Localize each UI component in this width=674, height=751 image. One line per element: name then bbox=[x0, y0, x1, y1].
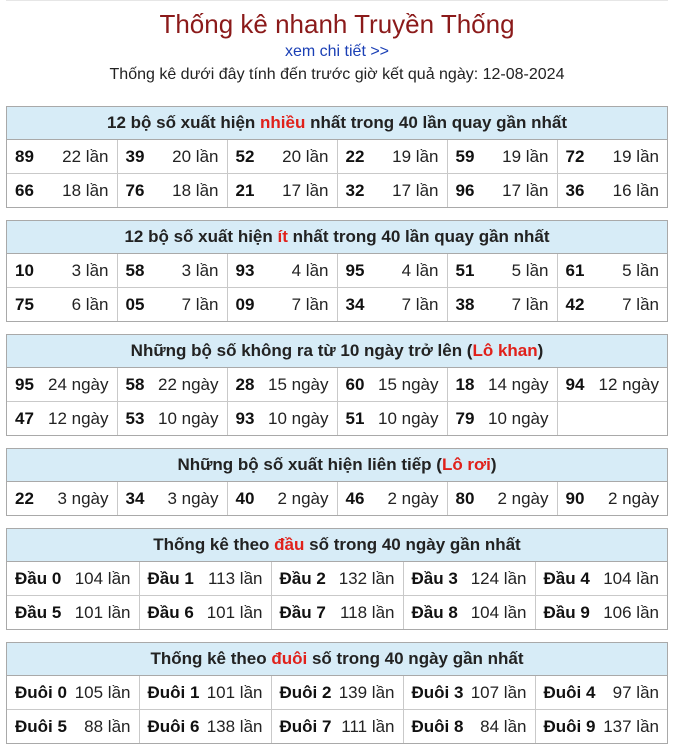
section-title-pre: Những bộ số không ra từ 10 ngày trở lên ( bbox=[130, 341, 473, 360]
stat-number: 60 bbox=[345, 374, 365, 394]
stat-number: 52 bbox=[235, 146, 255, 166]
stat-count: 15 ngày bbox=[268, 374, 329, 394]
stat-number: 40 bbox=[235, 488, 255, 508]
stat-count: 12 ngày bbox=[598, 374, 659, 394]
table-row bbox=[7, 174, 667, 208]
section-title-post: ) bbox=[537, 341, 544, 360]
stat-count: 88 lần bbox=[84, 716, 131, 736]
stat-number: 95 bbox=[345, 260, 365, 280]
stat-number: Đầu 9 bbox=[543, 602, 590, 622]
stat-number: Đầu 4 bbox=[543, 568, 590, 588]
stat-cell bbox=[7, 254, 117, 288]
section-title-post: số trong 40 ngày gần nhất bbox=[304, 535, 521, 554]
stat-count: 101 lần bbox=[206, 602, 263, 622]
stat-number: 42 bbox=[565, 294, 585, 314]
stat-count: 3 lần bbox=[181, 260, 219, 280]
stat-count: 113 lần bbox=[207, 568, 263, 588]
stat-number: Đầu 7 bbox=[279, 602, 326, 622]
stat-cell bbox=[227, 254, 337, 288]
stat-cell bbox=[7, 676, 139, 710]
stat-number: 53 bbox=[125, 408, 145, 428]
stat-number: Đầu 2 bbox=[279, 568, 326, 588]
stat-number: 38 bbox=[455, 294, 475, 314]
stat-number: Đầu 1 bbox=[147, 568, 194, 588]
stat-cell bbox=[557, 402, 667, 436]
stat-count: 20 lần bbox=[282, 146, 329, 166]
stat-cell bbox=[337, 288, 447, 322]
stat-count: 104 lần bbox=[603, 568, 659, 588]
section-title-post: nhất trong 40 lần quay gần nhất bbox=[305, 113, 568, 132]
stat-number: Đuôi 8 bbox=[411, 716, 464, 736]
stat-number: 76 bbox=[125, 180, 145, 200]
stats-table bbox=[7, 368, 667, 435]
stat-cell bbox=[557, 174, 667, 208]
stat-number: Đuôi 3 bbox=[411, 682, 464, 702]
stat-cell bbox=[337, 402, 447, 436]
stat-number: 79 bbox=[455, 408, 475, 428]
stat-count: 104 lần bbox=[74, 568, 131, 588]
stat-cell bbox=[227, 288, 337, 322]
stat-cell bbox=[337, 368, 447, 402]
stat-number: 36 bbox=[565, 180, 585, 200]
stat-count: 3 ngày bbox=[57, 488, 109, 508]
stat-cell bbox=[7, 288, 117, 322]
stat-cell bbox=[447, 174, 557, 208]
section-lo-khan bbox=[6, 334, 668, 436]
stat-number: 59 bbox=[455, 146, 475, 166]
stat-cell bbox=[557, 288, 667, 322]
stat-number: 95 bbox=[15, 374, 34, 394]
stat-count: 124 lần bbox=[470, 568, 527, 588]
section-header bbox=[7, 643, 667, 676]
stat-count: 3 ngày bbox=[167, 488, 219, 508]
stat-count: 17 lần bbox=[392, 180, 439, 200]
section-title-pre: Những bộ số xuất hiện liên tiếp ( bbox=[177, 455, 442, 474]
stat-cell bbox=[403, 562, 535, 596]
stat-count: 2 ngày bbox=[497, 488, 549, 508]
page-subtitle: Thống kê dưới đây tính đến trước giờ kết quả ngày: 12-08-2024 bbox=[109, 66, 565, 83]
stat-number: 93 bbox=[235, 408, 255, 428]
section-title-pre: Thống kê theo bbox=[150, 649, 272, 668]
stat-count: 7 lần bbox=[291, 294, 329, 314]
stat-number: Đuôi 6 bbox=[147, 716, 200, 736]
section-title-red: đầu bbox=[274, 535, 305, 554]
stat-cell bbox=[117, 368, 227, 402]
stat-count: 22 ngày bbox=[158, 374, 219, 394]
stat-cell bbox=[7, 710, 139, 744]
stat-number: 93 bbox=[235, 260, 255, 280]
section-title-red: Lô khan bbox=[472, 341, 538, 360]
stat-cell bbox=[403, 596, 535, 630]
stats-table bbox=[7, 140, 667, 207]
stat-cell bbox=[117, 254, 227, 288]
stat-count: 10 ngày bbox=[158, 408, 219, 428]
stat-count: 101 lần bbox=[74, 602, 131, 622]
stat-cell bbox=[7, 140, 117, 174]
stat-number: 94 bbox=[565, 374, 585, 394]
section-header bbox=[7, 529, 667, 562]
stat-cell bbox=[403, 710, 535, 744]
stat-count: 19 lần bbox=[502, 146, 549, 166]
stat-number: 47 bbox=[15, 408, 34, 428]
stat-number: 96 bbox=[455, 180, 475, 200]
stat-cell bbox=[7, 402, 117, 436]
stat-cell bbox=[271, 596, 403, 630]
stat-cell bbox=[403, 676, 535, 710]
stat-cell bbox=[535, 596, 667, 630]
stat-number: Đuôi 2 bbox=[279, 682, 332, 702]
stat-count: 3 lần bbox=[71, 260, 109, 280]
stat-count: 24 ngày bbox=[48, 374, 109, 394]
stat-count: 10 ngày bbox=[488, 408, 549, 428]
stat-cell bbox=[447, 482, 557, 515]
stat-cell bbox=[337, 482, 447, 515]
stat-number: 39 bbox=[125, 146, 145, 166]
stat-count: 7 lần bbox=[511, 294, 549, 314]
table-row bbox=[7, 562, 667, 596]
stats-table bbox=[7, 254, 667, 321]
stat-cell bbox=[557, 140, 667, 174]
section-title-red: ít bbox=[277, 227, 288, 246]
section-least bbox=[6, 220, 668, 322]
stat-number: 61 bbox=[565, 260, 585, 280]
stat-cell bbox=[337, 174, 447, 208]
stat-count: 17 lần bbox=[282, 180, 329, 200]
stat-cell bbox=[227, 174, 337, 208]
table-row bbox=[7, 402, 667, 436]
stat-count: 5 lần bbox=[511, 260, 549, 280]
stat-number: Đầu 8 bbox=[411, 602, 458, 622]
stat-number: 10 bbox=[15, 260, 34, 280]
section-dau bbox=[6, 528, 668, 630]
stat-number: Đuôi 9 bbox=[543, 716, 596, 736]
stat-count: 19 lần bbox=[392, 146, 439, 166]
stat-count: 137 lần bbox=[603, 716, 659, 736]
stat-cell bbox=[117, 402, 227, 436]
stats-table bbox=[7, 676, 667, 743]
stat-number: 80 bbox=[455, 488, 475, 508]
stat-cell bbox=[227, 368, 337, 402]
section-lo-roi bbox=[6, 448, 668, 516]
stat-cell bbox=[139, 676, 271, 710]
stat-number: 32 bbox=[345, 180, 365, 200]
stat-number: 46 bbox=[345, 488, 365, 508]
stat-number: Đầu 6 bbox=[147, 602, 194, 622]
stat-count: 84 lần bbox=[480, 716, 527, 736]
stat-cell bbox=[117, 174, 227, 208]
stat-cell bbox=[227, 402, 337, 436]
stat-count: 19 lần bbox=[612, 146, 659, 166]
stat-number: 22 bbox=[345, 146, 365, 166]
section-header bbox=[7, 107, 667, 140]
stat-count: 15 ngày bbox=[378, 374, 439, 394]
section-header bbox=[7, 335, 667, 368]
stat-count: 7 lần bbox=[401, 294, 439, 314]
stat-cell bbox=[271, 562, 403, 596]
table-row bbox=[7, 368, 667, 402]
table-row bbox=[7, 596, 667, 630]
stat-number: 90 bbox=[565, 488, 585, 508]
stat-count: 101 lần bbox=[206, 682, 263, 702]
stat-count: 118 lần bbox=[339, 602, 395, 622]
stat-number: 05 bbox=[125, 294, 145, 314]
stat-count: 97 lần bbox=[612, 682, 659, 702]
stat-cell bbox=[117, 288, 227, 322]
stat-count: 138 lần bbox=[206, 716, 263, 736]
stat-cell bbox=[337, 254, 447, 288]
section-title-post: ) bbox=[490, 455, 497, 474]
stats-table bbox=[7, 482, 667, 515]
section-title-pre: Thống kê theo bbox=[153, 535, 275, 554]
section-title-post: số trong 40 ngày gần nhất bbox=[307, 649, 524, 668]
stat-count: 7 lần bbox=[622, 294, 659, 314]
stat-number: 66 bbox=[15, 180, 34, 200]
stat-cell bbox=[7, 482, 117, 515]
stat-cell bbox=[535, 562, 667, 596]
table-row bbox=[7, 676, 667, 710]
stat-count: 107 lần bbox=[470, 682, 527, 702]
stat-cell bbox=[139, 562, 271, 596]
section-title-red: nhiều bbox=[260, 113, 306, 132]
stat-cell bbox=[337, 140, 447, 174]
stat-count: 4 lần bbox=[401, 260, 439, 280]
stat-cell bbox=[139, 710, 271, 744]
stat-count: 105 lần bbox=[74, 682, 131, 702]
stat-cell bbox=[7, 174, 117, 208]
stat-cell bbox=[535, 676, 667, 710]
stats-table bbox=[7, 562, 667, 629]
stat-count: 104 lần bbox=[470, 602, 527, 622]
stat-number: 21 bbox=[235, 180, 255, 200]
stat-number: 51 bbox=[455, 260, 475, 280]
page-title: Thống kê nhanh Truyền Thống bbox=[159, 9, 515, 39]
stat-number: Đuôi 4 bbox=[543, 682, 596, 702]
stat-count: 106 lần bbox=[603, 602, 659, 622]
stat-cell bbox=[447, 254, 557, 288]
stat-number: Đầu 3 bbox=[411, 568, 458, 588]
stat-cell bbox=[117, 140, 227, 174]
stat-cell bbox=[447, 368, 557, 402]
stat-count: 2 ngày bbox=[387, 488, 439, 508]
stat-count: 16 lần bbox=[612, 180, 659, 200]
section-duoi bbox=[6, 642, 668, 744]
stat-count: 12 ngày bbox=[48, 408, 109, 428]
stat-cell bbox=[227, 140, 337, 174]
stat-count: 139 lần bbox=[338, 682, 395, 702]
stat-count: 4 lần bbox=[291, 260, 329, 280]
stat-number: 34 bbox=[345, 294, 365, 314]
stat-cell bbox=[7, 596, 139, 630]
stat-cell bbox=[7, 562, 139, 596]
table-row bbox=[7, 140, 667, 174]
stat-number: 18 bbox=[455, 374, 475, 394]
stat-cell bbox=[271, 710, 403, 744]
stat-number: 28 bbox=[235, 374, 255, 394]
stat-count: 5 lần bbox=[622, 260, 659, 280]
stat-number: Đuôi 1 bbox=[147, 682, 200, 702]
section-title-pre: 12 bộ số xuất hiện bbox=[124, 227, 278, 246]
stat-number: 75 bbox=[15, 294, 34, 314]
stat-number: 72 bbox=[565, 146, 585, 166]
table-row bbox=[7, 288, 667, 322]
stat-count: 10 ngày bbox=[378, 408, 439, 428]
stat-number: 89 bbox=[15, 146, 34, 166]
stat-count: 111 lần bbox=[341, 716, 395, 736]
stat-count: 22 lần bbox=[62, 146, 109, 166]
section-title-red: Lô rơi bbox=[441, 455, 491, 474]
stat-count: 7 lần bbox=[181, 294, 219, 314]
stat-number: Đầu 0 bbox=[15, 568, 62, 588]
stat-number: Đầu 5 bbox=[15, 602, 62, 622]
stat-number: 09 bbox=[235, 294, 255, 314]
stat-cell bbox=[271, 676, 403, 710]
stat-cell bbox=[557, 368, 667, 402]
stat-cell bbox=[557, 482, 667, 515]
stat-cell bbox=[557, 254, 667, 288]
stat-cell bbox=[447, 402, 557, 436]
stat-number: Đuôi 5 bbox=[15, 716, 67, 736]
stat-count: 18 lần bbox=[172, 180, 219, 200]
detail-link[interactable]: xem chi tiết >> bbox=[284, 43, 390, 60]
stat-count: 10 ngày bbox=[268, 408, 329, 428]
section-most bbox=[6, 106, 668, 208]
top-divider bbox=[6, 0, 668, 5]
section-title-pre: 12 bộ số xuất hiện bbox=[106, 113, 261, 132]
section-title-red: đuôi bbox=[271, 649, 308, 668]
stat-cell bbox=[227, 482, 337, 515]
stat-number: Đuôi 0 bbox=[15, 682, 67, 702]
table-row bbox=[7, 254, 667, 288]
stat-count: 17 lần bbox=[502, 180, 549, 200]
stat-number: 22 bbox=[15, 488, 34, 508]
stat-count: 2 ngày bbox=[607, 488, 659, 508]
stat-count: 20 lần bbox=[172, 146, 219, 166]
stat-count: 6 lần bbox=[71, 294, 109, 314]
stat-number: 58 bbox=[125, 260, 145, 280]
stat-count: 2 ngày bbox=[277, 488, 329, 508]
stat-cell bbox=[7, 368, 117, 402]
section-header bbox=[7, 449, 667, 482]
stat-cell bbox=[117, 482, 227, 515]
stat-cell bbox=[447, 288, 557, 322]
table-row bbox=[7, 710, 667, 744]
table-row bbox=[7, 482, 667, 515]
stat-number: 34 bbox=[125, 488, 145, 508]
stat-number: 51 bbox=[345, 408, 365, 428]
stat-number: Đuôi 7 bbox=[279, 716, 332, 736]
stat-cell bbox=[447, 140, 557, 174]
stat-count: 14 ngày bbox=[488, 374, 549, 394]
stat-count: 132 lần bbox=[338, 568, 395, 588]
stat-cell bbox=[535, 710, 667, 744]
stat-count: 18 lần bbox=[62, 180, 109, 200]
stat-cell bbox=[139, 596, 271, 630]
stat-number: 58 bbox=[125, 374, 145, 394]
section-header bbox=[7, 221, 667, 254]
section-title-post: nhất trong 40 lần quay gần nhất bbox=[287, 227, 550, 246]
